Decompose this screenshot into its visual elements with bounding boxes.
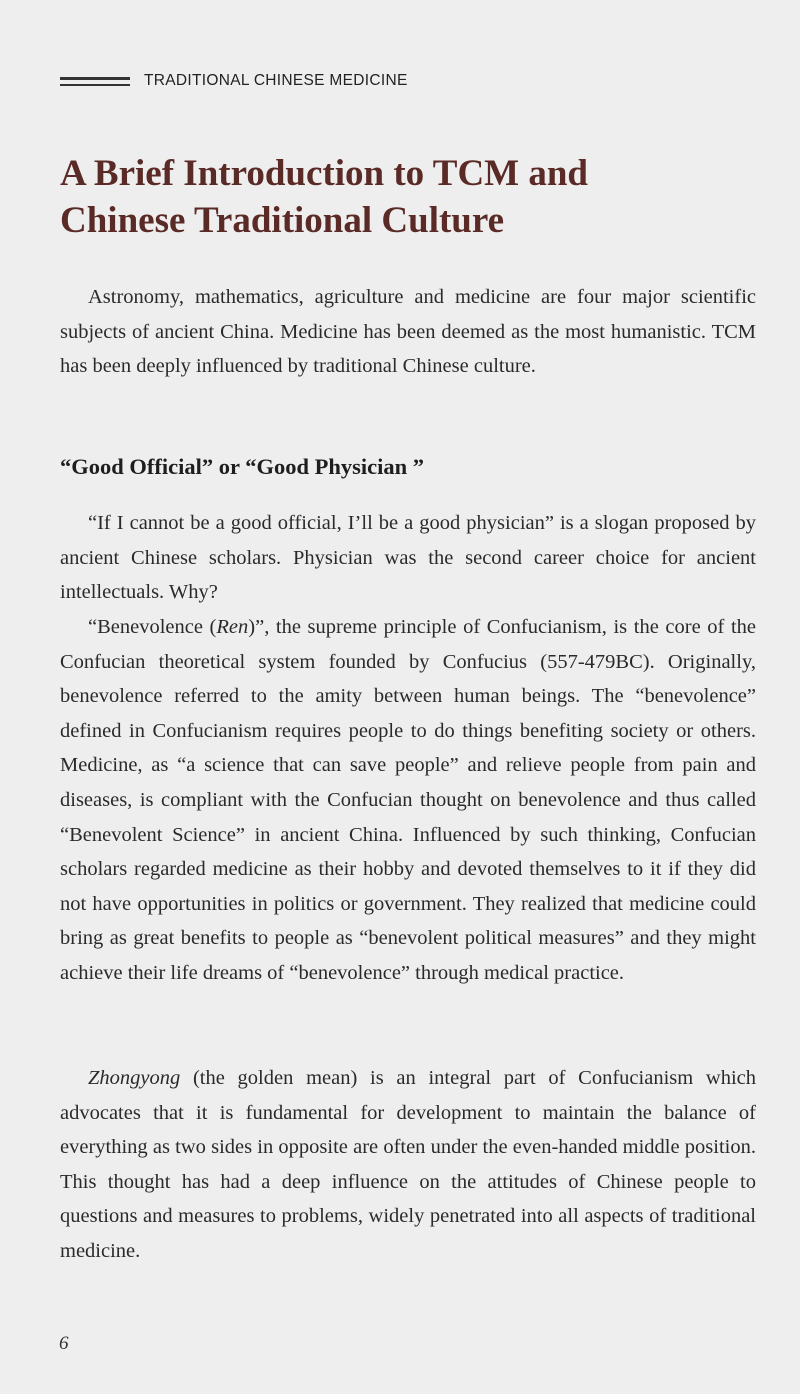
page-number: 6: [59, 1333, 69, 1354]
body-paragraph-1: “If I cannot be a good official, I’ll be a good physician” is a slogan proposed by ancient Chinese scholars. Physician was the second career choice for ancient intellectuals. Why?: [60, 512, 756, 604]
chapter-title-line-1: A Brief Introduction to TCM and: [60, 153, 588, 194]
para2-term-ren: Ren: [216, 616, 249, 638]
para2-prefix: “Benevolence (: [88, 616, 217, 638]
body-paragraph-2: [60, 610, 756, 991]
para3-term-zhongyong: Zhongyong: [88, 1067, 181, 1089]
chapter-title: [60, 150, 760, 244]
intro-paragraph: Astronomy, mathematics, agriculture and medicine are four major scientific subjects of ancient China. Medicine has been deemed as the most humanistic. TCM has been deeply influenced by traditional Chinese culture.: [60, 286, 756, 378]
body-paragraph-3: [60, 1061, 756, 1269]
section-heading: “Good Official” or “Good Physician ”: [60, 454, 424, 479]
running-head-rule: [60, 77, 130, 86]
running-head: [60, 72, 408, 90]
running-head-text: TRADITIONAL CHINESE MEDICINE: [144, 72, 408, 89]
chapter-title-line-2: Chinese Traditional Culture: [60, 200, 505, 241]
para2-rest: )”, the supreme principle of Confucianism, is the core of the Confucian theoretical system founded by Confucius (557-479BC). Originally, benevolence referred to the amity between human beings. The “benevolence” defined in Confucianism requires people to do things benefiting society or others. Medicine, as “a science that can save people” and relieve people from pain and diseases, is compliant with the Confucian thought on benevolence and thus called “Benevolent Science” in ancient China. Influenced by such thinking, Confucian scholars regarded medicine as their hobby and devoted themselves to it if they did not have opportunities in politics or government. They realized that medicine could bring as great benefits to people as “benevolent political measures” and they might achieve their life dreams of “benevolence” through medical practice.: [60, 616, 756, 984]
para3-rest: (the golden mean) is an integral part of Confucianism which advocates that it is fundamental for development to maintain the balance of everything as two sides in opposite are often under the even-handed middle position. This thought has had a deep influence on the attitudes of Chinese people to questions and measures to problems, widely penetrated into all aspects of traditional medicine.: [60, 1067, 756, 1262]
